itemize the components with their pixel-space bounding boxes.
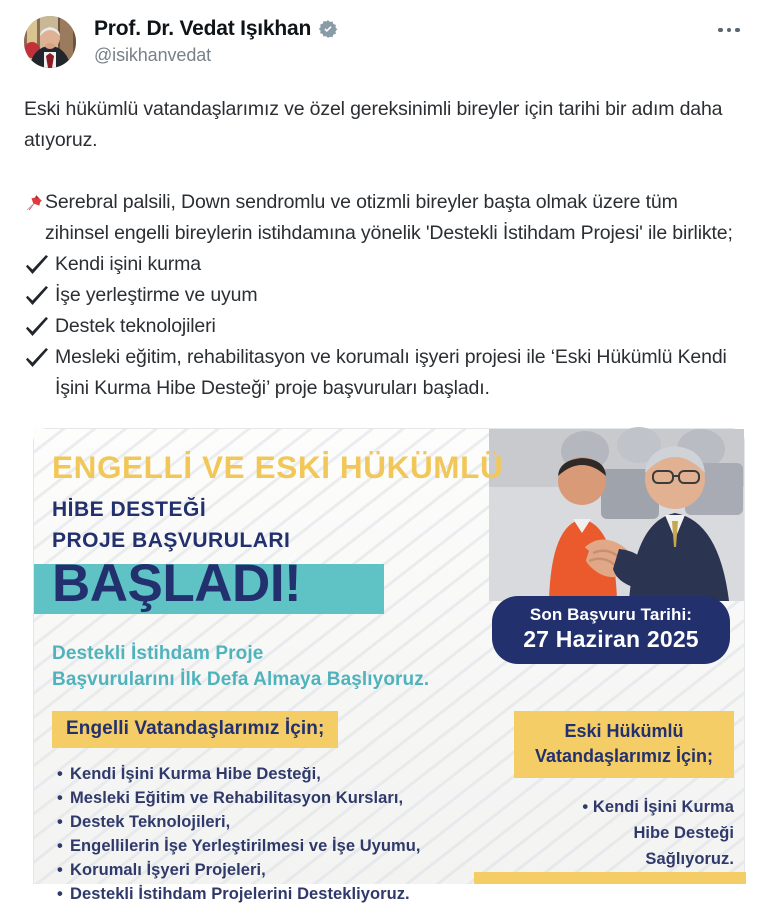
poster-tagline-line2: Başvurularını İlk Defa Almaya Başlıyoruz. [52,669,430,690]
poster-subtitle-line2: PROJE BAŞVURULARI [52,529,291,552]
tweet-text [24,94,740,404]
tweet-bullet-row [24,249,740,280]
poster-tagline-line1: Destekli İstihdam Proje [52,643,264,664]
deadline-date: 27 Haziran 2025 [523,626,699,652]
right-column-heading-line1: Eski Hükümlü [564,721,684,741]
dot [718,28,723,33]
avatar-photo [24,16,76,68]
tweet-header [24,14,746,76]
left-column-list [52,762,472,906]
dot [727,28,732,33]
poster-right-column [514,711,734,872]
check-mark-icon [24,284,50,310]
tweet-bullet-row [24,311,740,342]
check-mark-icon [24,253,50,279]
poster-subtitle-line1: HİBE DESTEĞİ [52,498,207,521]
list-item: • Kendi İşini Kurma [514,794,734,820]
right-column-heading-line2: Vatandaşlarımız İçin; [534,746,714,766]
check-mark-icon [24,346,50,372]
poster-left-column [52,711,472,906]
tweet-bullet-row [24,342,740,404]
tweet-bullet-label: Destek teknolojileri [55,315,216,337]
tweet-bullet-label: Kendi işini kurma [55,253,201,275]
list-item: • Mesleki Eğitim ve Rehabilitasyon Kursları, [70,786,472,810]
list-item: • Destekli İstihdam Projelerini Destekliyoruz. [70,882,472,906]
check-mark-icon [24,315,50,341]
left-column-heading: Engelli Vatandaşlarımız İçin; [52,711,338,748]
more-options-icon[interactable] [712,18,746,42]
deadline-label: Son Başvuru Tarihi: [529,605,693,624]
handle[interactable]: @isikhanvedat [94,45,212,65]
poster-tagline [52,641,429,693]
tweet-media-card[interactable] [33,428,745,903]
tweet-bullet-label: İşe yerleştirme ve uyum [55,284,258,306]
pushpin-icon [24,191,44,215]
right-column-list [514,794,734,872]
display-name[interactable]: Prof. Dr. Vedat Işıkhan [94,17,312,40]
tweet-paragraph-2-row [24,187,740,249]
poster-headline: BAŞLADI! [52,554,302,613]
right-column-heading [514,711,734,778]
paragraph-spacer [24,156,740,187]
list-item: • Korumalı İşyeri Projeleri, [70,858,472,882]
verified-badge-icon [318,19,338,39]
list-item: • Destek Teknolojileri, [70,810,472,834]
poster-image [34,429,744,903]
tweet-paragraph-2: Serebral palsili, Down sendromlu ve otizmli bireyler başta olmak üzere tüm zihinsel engelli bireylerin istihdamına yönelik 'Destekli İstihdam Projesi' ile birlikte; [45,191,733,244]
avatar[interactable] [24,16,76,68]
tweet-bullet-label: Mesleki eğitim, rehabilitasyon ve korumalı işyeri projesi ile ‘Eski Hükümlü Kendi İşini Kurma Hibe Desteği’ proje başvuruları başladı. [55,346,727,399]
deadline-badge [492,596,730,664]
display-name-row [94,16,338,42]
poster-subtitle [52,494,290,556]
list-item: • Kendi İşini Kurma Hibe Desteği, [70,762,472,786]
poster-photograph [489,429,744,601]
list-item-continuation: Sağlıyoruz. [645,850,734,868]
identity-block [94,14,338,66]
dot [735,28,740,33]
poster-title: ENGELLİ VE ESKİ HÜKÜMLÜ [52,449,504,485]
list-item: • Engellilerin İşe Yerleştirilmesi ve İşe Uyumu, [70,834,472,858]
tweet-paragraph-1: Eski hükümlü vatandaşlarımız ve özel gereksinimli bireyler için tarihi bir adım daha atıyoruz. [24,98,723,151]
tweet-bullet-row [24,280,740,311]
poster-bottom-strip [474,872,746,884]
list-item-continuation: Hibe Desteği [633,824,734,842]
